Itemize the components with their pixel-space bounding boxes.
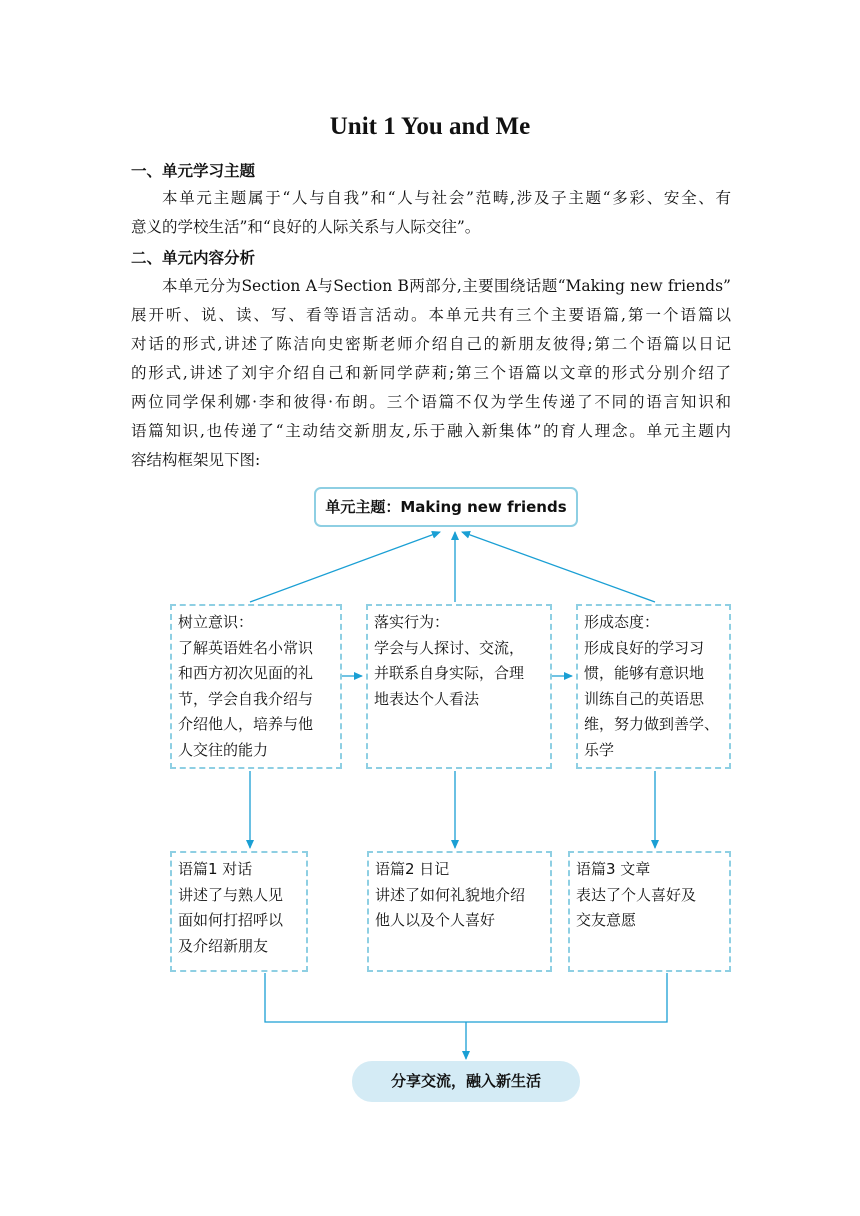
section-heading-topic: 一、单元学习主题 xyxy=(131,162,256,180)
action-box xyxy=(366,604,552,769)
text1-box xyxy=(170,851,308,972)
box-line: 乐学 xyxy=(584,740,615,759)
box-title: 语篇3 文章 xyxy=(576,860,651,878)
box-line: 节，学会自我介绍与 xyxy=(178,689,314,708)
arrow-awareness-to-theme xyxy=(250,532,440,602)
box-line: 面如何打招呼以 xyxy=(178,911,284,929)
section-body-topic xyxy=(131,184,731,242)
text-line: 意义的学校生活”和“良好的人际关系与人际交往”。 xyxy=(131,218,481,236)
box-line: 维，努力做到善学、 xyxy=(584,715,720,733)
text-line: 本单元主题属于“人与自我”和“人与社会”范畴,涉及子主题“多彩、安全、有 xyxy=(162,189,731,207)
box-line: 人交往的能力 xyxy=(178,740,269,759)
box-title: 落实行为： xyxy=(374,613,450,631)
section-body-analysis xyxy=(131,272,731,475)
box-line: 了解英语姓名小常识 xyxy=(178,638,314,657)
theme-box: 单元主题：Making new friends xyxy=(314,487,578,527)
box-title: 形成态度： xyxy=(584,613,660,631)
box-line: 及介绍新朋友 xyxy=(178,936,269,955)
text-line: 本单元分为Section A与Section B两部分,主要围绕话题“Making new friends” xyxy=(162,277,731,295)
text-line: 语篇知识,也传递了“主动结交新朋友,乐于融入新集体”的育人理念。单元主题内 xyxy=(131,422,731,440)
box-line: 他人以及个人喜好 xyxy=(375,911,496,929)
text2-box xyxy=(367,851,552,972)
box-line: 惯，能够有意识地 xyxy=(584,664,705,682)
box-title: 树立意识： xyxy=(178,613,254,631)
section-heading-analysis: 二、单元内容分析 xyxy=(131,249,256,267)
text-line: 的形式,讲述了刘宇介绍自己和新同学萨莉;第三个语篇以文章的形式分别介绍了 xyxy=(131,364,731,382)
text-line: 容结构框架见下图: xyxy=(131,451,261,469)
box-line: 讲述了如何礼貌地介绍 xyxy=(375,885,526,904)
goal-box: 分享交流，融入新生活 xyxy=(352,1061,580,1102)
text3-box xyxy=(568,851,731,972)
text-line: 两位同学保利娜·李和彼得·布朗。三个语篇不仅为学生传递了不同的语言知识和 xyxy=(131,393,731,411)
text-line: 展开听、说、读、写、看等语言活动。本单元共有三个主要语篇,第一个语篇以 xyxy=(131,306,731,324)
box-line: 形成良好的学习习 xyxy=(584,638,705,657)
box-line: 和西方初次见面的礼 xyxy=(178,664,314,682)
text-line: 对话的形式,讲述了陈洁向史密斯老师介绍自己的新朋友彼得;第二个语篇以日记 xyxy=(131,335,731,353)
box-line: 训练自己的英语思 xyxy=(584,689,705,708)
page-title: Unit 1 You and Me xyxy=(329,113,531,140)
box-line: 讲述了与熟人见 xyxy=(178,885,284,904)
arrow-attitude-to-theme xyxy=(462,532,655,602)
box-line: 地表达个人看法 xyxy=(374,689,480,708)
box-title: 语篇2 日记 xyxy=(375,860,450,878)
box-line: 交友意愿 xyxy=(576,911,637,929)
box-title: 语篇1 对话 xyxy=(178,860,253,878)
box-line: 介绍他人，培养与他 xyxy=(178,715,314,733)
box-line: 学会与人探讨、交流， xyxy=(374,638,525,657)
box-line: 并联系自身实际，合理 xyxy=(374,664,525,682)
awareness-box xyxy=(170,604,342,769)
bracket-texts xyxy=(265,973,667,1022)
attitude-box xyxy=(576,604,731,769)
box-line: 表达了个人喜好及 xyxy=(576,885,697,904)
